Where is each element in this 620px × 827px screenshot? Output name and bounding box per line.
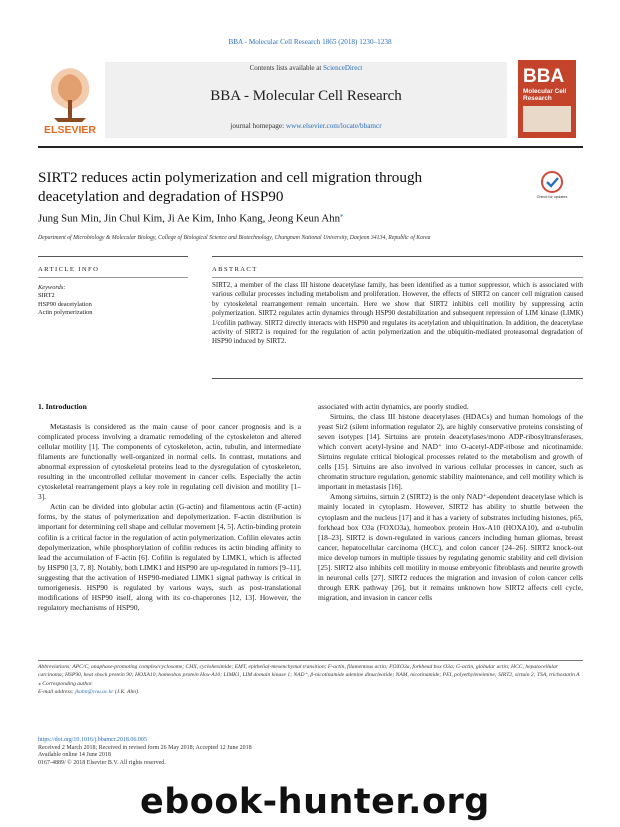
check-for-updates-badge[interactable] [538,170,566,206]
email-footnote [38,689,583,697]
cover-subtitle: Molecular Cell Research [523,88,567,102]
sciencedirect-link[interactable]: ScienceDirect [323,64,363,72]
publication-metadata [38,737,338,767]
article-title: SIRT2 reduces actin polymerization and cell migration through deacetylation and degradation of HSP90 [38,169,423,205]
email-label: E-mail address: [38,688,76,695]
footnote-rule [38,660,583,661]
abstract-rule [212,256,583,257]
abstract-subrule [212,277,583,278]
body-paragraph: Among sirtuins, sirtuin 2 (SIRT2) is the only NAD⁺-dependent deacetylase which is mainly located in cytoplasm. However, SIRT2 has ability to shuttle between the cytoplasm and the nucleus [17] and it has a variety of substrates including histones, p65, forkhead box O3a (FOXO3a), homeobox protein Hox-A10 (HOXA10), and α-tubulin [18–23]. SIRT2 is down-regulated in various cancers including human gliomas, breast cancer, hepatocellular carcinoma (HCC), and colon cancer [24–26]. SIRT2 knock-out mice develop tumors in multiple tissues by regulating genomic stability and cell division [25]. SIRT2 also inhibits cell motility in mouse embryonic fibroblasts and neurite growth in neuronal cells [27]. SIRT2 reduces the migration and invasion of colon cancer cells through ERK pathway [26], but it remains unknown how SIRT2 affects cell cycle, migration, and invasion in cancer cells [318,492,583,602]
abbreviations-footnote: Abbreviations: APC/C, anaphase-promoting complex/cyclosome; CHX, cycloheximide; EMT, epithelial-mesenchymal transition; F-actin, filamentous actin; FOXO3a, forkhead box O3a; G-actin, globular actin; HCC, hepatocellular carcinoma; HSP90, heat shock protein 90; HOXA10, homeobox protein Hox-A10; LIMK1, LIM domain kinase 1; NAD⁺, β-nicotinamide adenine dinucleotide; NAM, nicotinamide; PEI, polyethyleneimine; SIRT2, sirtuin 2; TSA, trichostatin A [38,664,580,678]
keywords-label: Keywords: [38,284,66,291]
abstract-bottom-rule [212,378,583,379]
authors-text: Jung Sun Min, Jin Chul Kim, Ji Ae Kim, Inho Kang, Jeong Keun Ahn [38,212,341,225]
received-dates: Received 2 March 2018; Received in revised form 26 May 2018; Accepted 12 June 2018 [38,744,252,751]
publisher-logo-text: ELSEVIER [44,124,96,136]
journal-homepage-link[interactable]: www.elsevier.com/locate/bbamcr [285,122,382,130]
available-online-date: Available online 14 June 2018 [38,752,111,759]
cover-title: BBA [523,66,565,87]
author-affiliation: Department of Microbiology & Molecular Biology, College of Biological Science and Biotechnology, Chungnam National University, Daejeon 34134, Republic of Korea [38,235,431,241]
keyword-item: SIRT2 [38,292,55,300]
article-info-heading: ARTICLE INFO [38,266,100,273]
journal-cover-image [518,60,576,138]
homepage-prefix: journal homepage: [230,122,286,130]
contents-availability-line [105,64,507,72]
elsevier-logo [40,60,100,138]
author-email-link[interactable]: jkahn@cnu.ac.kr [75,688,114,695]
check-updates-label: Check for updates [536,195,568,199]
article-info-subrule [38,277,188,278]
doi-link[interactable]: https://doi.org/10.1016/j.bbamcr.2018.06.005 [38,737,147,743]
header-rule [38,146,583,148]
article-info-rule [38,256,188,257]
abstract-heading: ABSTRACT [212,266,258,273]
body-paragraph: Actin can be divided into globular actin (G-actin) and filamentous actin (F-actin) forms, by the status of polymerization and depolymerization. F-actin distribution is important for determining cell shape and cellular movement [4, 5]. Actin-binding protein cofilin is a critical factor in the regulation of actin polymerization. Cofilin elevates actin depolymerization, while phosphorylation of cofilin reduces its actin binding affinity to lead the accumulation of F-actin [6]. Cofilin is regulated by LIMK1, which is affected by HSP90 [3, 7, 8]. Notably, both LIMK1 and HSP90 are up-regulated in tumors [9–11], suggesting that the activation of HSP90-mediated LIMK1 signal pathway is critical in tumorigenesis. HSP90 is regulated by various ways, such as post-translational modifications of HSP90 itself, along with its co-chaperones [12, 13]. However, the regulatory mechanisms of HSP90, [38,502,301,612]
keywords-block [38,284,188,318]
watermark-text: ebook-hunter.org [140,782,490,822]
abstract-text: SIRT2, a member of the class III histone deacetylase family, has been identified as a tumor suppressor, which is associated with various cellular processes including metabolism and proliferation. However, the effects of SIRT2 on cancer cell migration caused by cytoskeletal rearrangement remain uncertain. Here we show that SIRT2 inhibits cell motility by suppressing actin polymerization. SIRT2 regulates actin dynamics through HSP90 destabilization and subsequent repression of LIM kinase (LIMK) 1/cofilin pathway. SIRT2 directly interacts with HSP90 and regulates its acetylation and ubiquitination. In addition, the deacetylase activity of SIRT2 is required for the regulation of actin polymerization and the ubiquitin-mediated proteasomal degradation of HSP90 induced by SIRT2. [212,281,583,346]
email-suffix: (J.K. Ahn). [113,688,140,695]
journal-citation-line[interactable]: BBA - Molecular Cell Research 1865 (2018) 1230–1238 [228,38,392,46]
author-list [38,211,344,225]
keyword-item: HSP90 deacetylation [38,300,92,308]
section-heading-introduction: 1. Introduction [38,402,87,411]
corresponding-author-note: ⁎ Corresponding author. [38,681,93,687]
check-updates-icon [538,170,566,196]
copyright-line: 0167-4889/ © 2018 Elsevier B.V. All rights reserved. [38,759,166,766]
journal-title: BBA - Molecular Cell Research [210,88,402,104]
keyword-item: Actin polymerization [38,309,93,317]
body-paragraph: Metastasis is considered as the main cause of poor cancer prognosis and is a complicated process involving a dramatic remodeling of the cytoskeleton and altered cellular motility [1]. The components of cytoskeleton, actin, tubulin, and intermediate filaments are functionally well-organized in normal cells. In contrast, mutations and abnormal expression of cytoskeletal proteins lead to the dysregulation of cytoskeleton, resulting in the uncontrolled cellular movement in cancer cells. Especially the actin cytoskeletal rearrangement plays a key role in regulating cell division and motility [1–3]. [38,422,301,502]
footnotes [38,664,583,696]
cover-illustration [523,106,571,132]
body-paragraph-continued: associated with actin dynamics, are poorly studied. [318,402,469,411]
body-column-left [38,422,301,613]
corresponding-author-mark[interactable]: ⁎ [340,211,344,219]
journal-homepage-line [105,122,507,130]
body-column-right [318,402,583,603]
contents-prefix: Contents lists available at [249,64,324,72]
body-paragraph: Sirtuins, the class III histone deacetylases (HDACs) and human homologs of the yeast Sir2 (silent information regulator 2), are highly conservative proteins consisting of seven isotypes [14]. Sirtuins are protein deacetylases/mono ADP-ribosyltransferases, which convert acetyl-lysine and NAD⁺ into O-acetyl-ADP-ribose and nicotinamide. Sirtuins regulate critical biological processes related to the metabolism and growth of cells [15]. Sirtuins are also involved in various cellular processes in cancer, such as chromatin structure regulation, genomic stability maintenance, and cell motility which is important in metastasis [16]. [318,412,583,492]
